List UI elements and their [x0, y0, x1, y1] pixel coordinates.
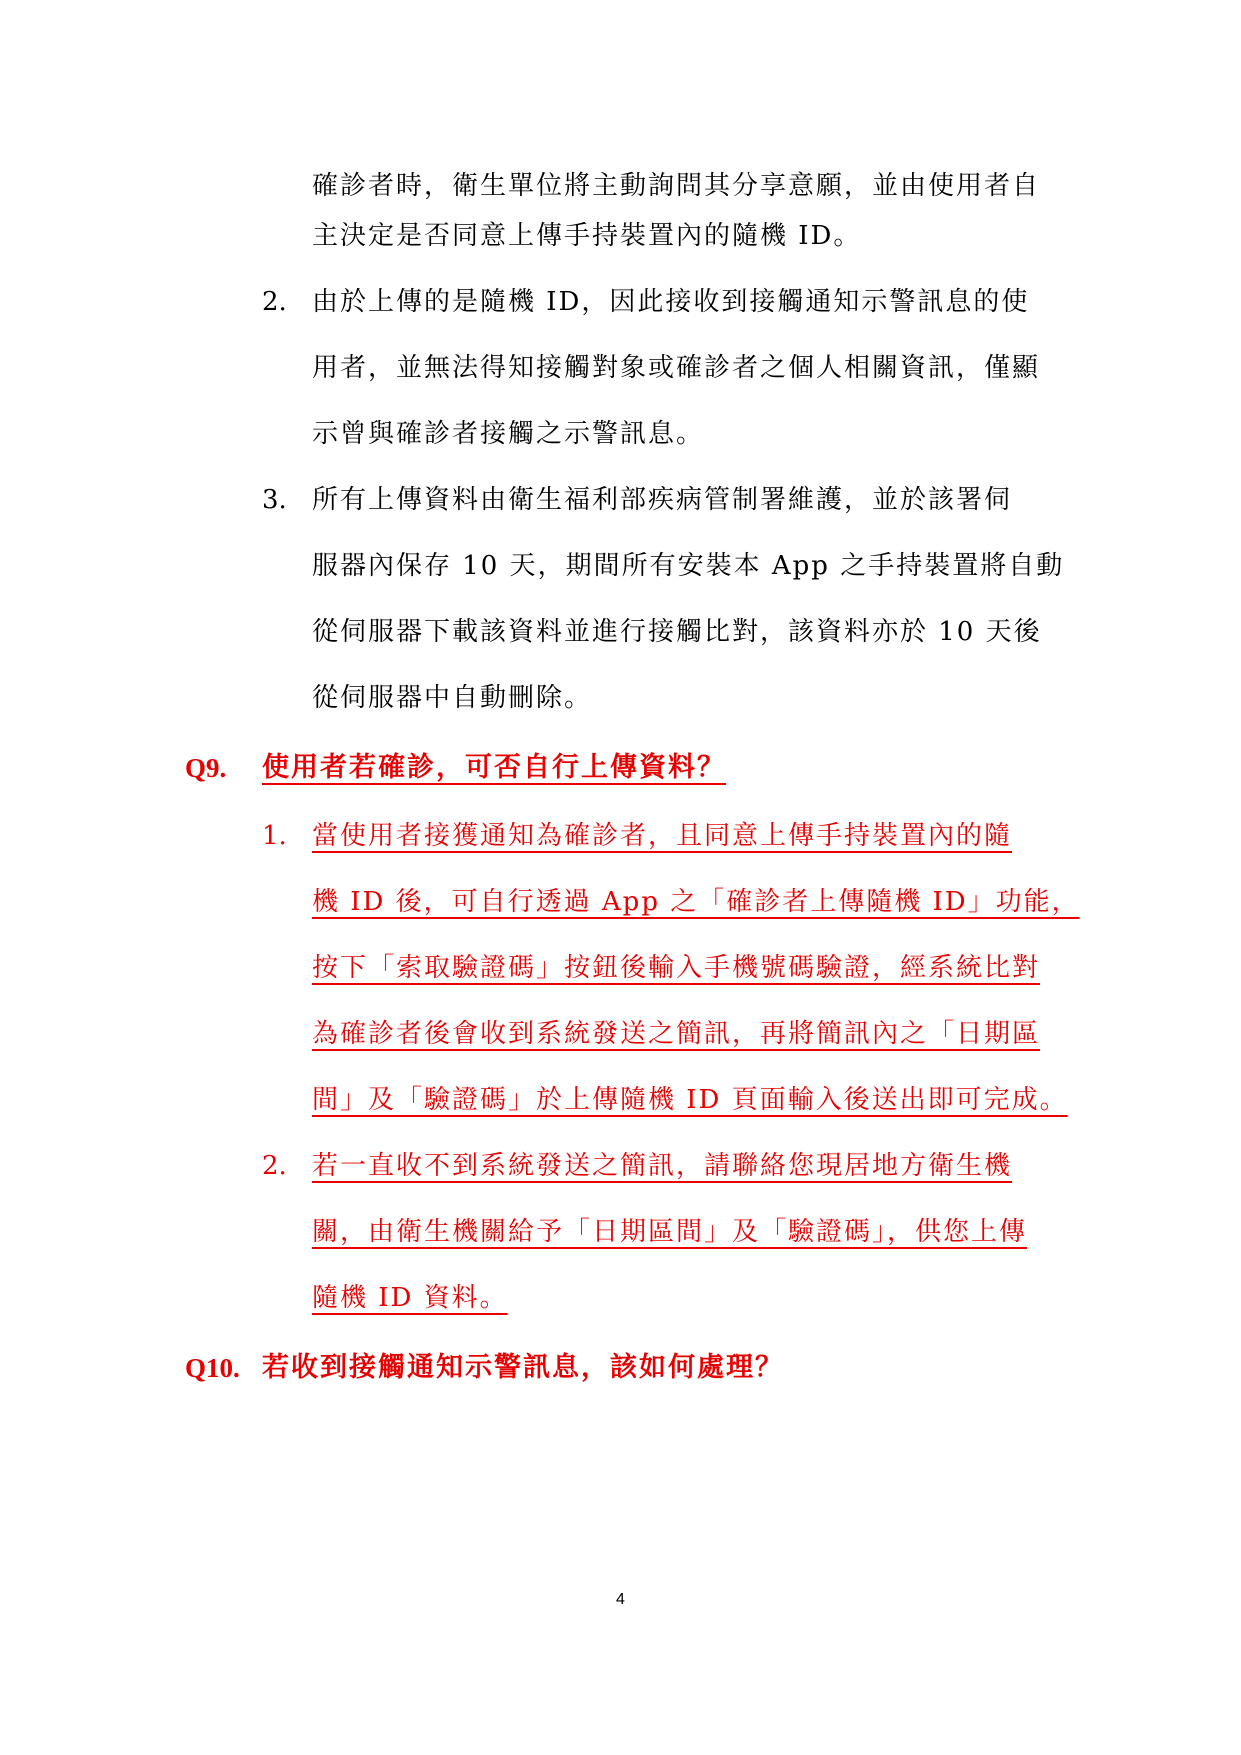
- item-3-line-3: 從伺服器下載該資料並進行接觸比對，該資料亦於 10 天後: [312, 617, 1042, 647]
- q9-title: 使用者若確診，可否自行上傳資料？: [262, 752, 726, 783]
- q9-item-1-line-3: 按下「索取驗證碼」按鈕後輸入手機號碼驗證，經系統比對: [312, 953, 1041, 983]
- q9-item-2-number: 2.: [262, 1151, 287, 1181]
- intro-line-2: 主決定是否同意上傳手持裝置內的隨機 ID。: [312, 221, 862, 251]
- q10-label: Q10.: [185, 1353, 240, 1383]
- q9-item-1-line-4: 為確診者後會收到系統發送之簡訊，再將簡訊內之「日期區: [312, 1019, 1041, 1049]
- q9-item-1-line-5: 間」及「驗證碼」於上傳隨機 ID 頁面輸入後送出即可完成。: [312, 1085, 1068, 1115]
- intro-line-1: 確診者時，衛生單位將主動詢問其分享意願，並由使用者自: [312, 171, 1041, 201]
- item-2-number: 2.: [262, 287, 287, 317]
- q9-item-2-line-3: 隨機 ID 資料。: [312, 1283, 508, 1313]
- item-2-line-1: 由於上傳的是隨機 ID，因此接收到接觸通知示警訊息的使: [312, 287, 1030, 317]
- page-number: 4: [616, 1591, 625, 1608]
- item-3-line-2: 服器內保存 10 天，期間所有安裝本 App 之手持裝置將自動: [312, 551, 1065, 581]
- q9-label: Q9.: [185, 753, 227, 783]
- q9-item-1-number: 1.: [262, 821, 287, 851]
- q9-item-2-line-1: 若一直收不到系統發送之簡訊，請聯絡您現居地方衛生機: [312, 1151, 1013, 1181]
- q9-item-1-line-2: 機 ID 後，可自行透過 App 之「確診者上傳隨機 ID」功能，: [312, 887, 1080, 917]
- item-2-line-2: 用者，並無法得知接觸對象或確診者之個人相關資訊，僅顯: [312, 353, 1041, 383]
- item-2-line-3: 示曾與確診者接觸之示警訊息。: [312, 419, 705, 449]
- item-3-line-1: 所有上傳資料由衛生福利部疾病管制署維護，並於該署伺: [312, 485, 1013, 515]
- q9-item-2-line-2: 關，由衛生機關給予「日期區間」及「驗證碼」，供您上傳: [312, 1217, 1028, 1247]
- item-3-number: 3.: [262, 485, 287, 515]
- q9-item-1-line-1: 當使用者接獲通知為確診者，且同意上傳手持裝置內的隨: [312, 821, 1013, 851]
- q10-title: 若收到接觸通知示警訊息，該如何處理？: [262, 1352, 784, 1383]
- item-3-line-4: 從伺服器中自動刪除。: [312, 683, 593, 713]
